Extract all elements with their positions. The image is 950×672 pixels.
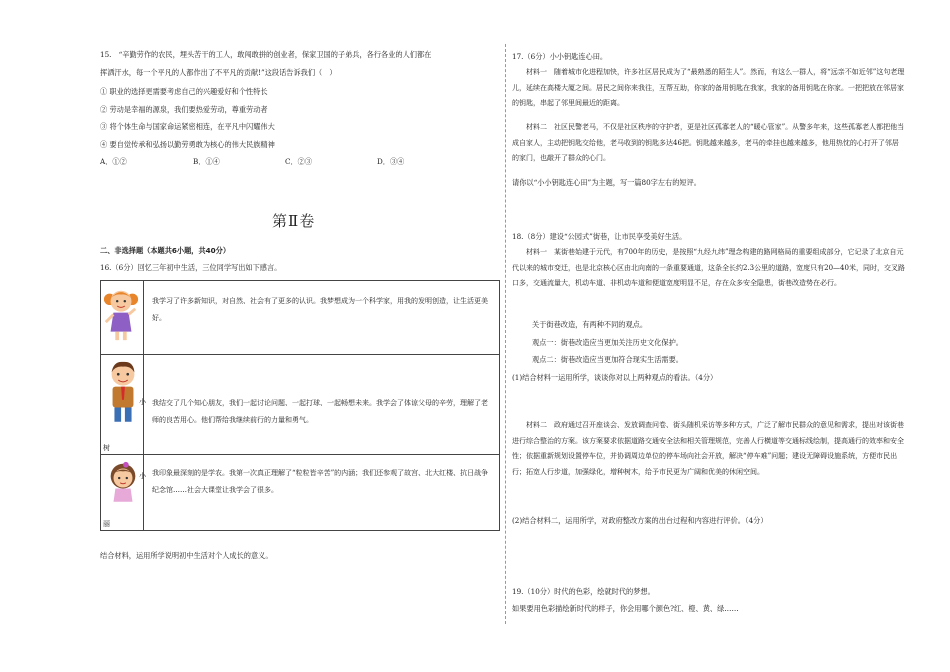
q16-ask: 结合材料，运用所学说明初中生活对个人成长的意义。 <box>100 551 273 560</box>
q15-choice-c: C．②③ <box>285 157 313 166</box>
section-heading: 二、非选择题（本题共6小题，共40分） <box>100 246 231 255</box>
student-quote-1: 我学习了许多新知识，对自然、社会有了更多的认识。我梦想成为一个科学家，用我的发明创造，让生活更美好。 <box>144 281 500 355</box>
column-divider <box>505 44 506 624</box>
avatar-cell <box>101 455 144 531</box>
avatar-cell <box>101 281 144 355</box>
student-name-3b: 丽 <box>103 520 110 528</box>
q15-choice-b: B．①④ <box>193 157 220 166</box>
student-name-2b: 树 <box>103 444 110 452</box>
table-row <box>101 455 500 531</box>
q16-stem: 16.（6分）回忆三年初中生活，三位同学写出如下感言。 <box>100 263 282 272</box>
q15-option-3: ③ 将个体生命与国家命运紧密相连，在平凡中闪耀伟大 <box>100 122 275 131</box>
girl-avatar-icon <box>104 460 142 508</box>
q15-choice-a: A．①② <box>100 157 127 166</box>
avatar-cell <box>101 355 144 455</box>
volume-title: 第Ⅱ卷 <box>272 212 316 230</box>
q15-option-1: ① 职业的选择更需要考虑自己的兴趣爱好和个性特长 <box>100 87 268 96</box>
student-name-1 <box>102 345 142 353</box>
q19-stem: 19.（10分）时代的色彩，绘就时代的梦想。 <box>512 587 655 596</box>
q15-choice-d: D．③④ <box>377 157 405 166</box>
student-quote-2: 我结交了几个知心朋友，我们一起讨论问题、一起打球、一起畅想未来。我学会了体谅父母的辛劳，理解了老师的良苦用心。他们帮给我继续前行的力量和勇气。 <box>144 355 500 455</box>
q18-material-1: 材料一 某街巷始建于元代，有700年的历史，是按照“九经九纬”理念构建的路网格局的重要组成部分，它记录了北京自元代以来的城市变迁，也是北京核心区由北向南的一条重要通道，这条全长约2.3公里的道路，宽度只有20—40米，同时，交叉路口多，交通流量大，机动车道、非机动车道和便道宽度明显不足，存在众多安全隐患，街巷改造势在必行。 <box>512 248 905 287</box>
girl-avatar-icon <box>102 286 140 343</box>
q19-line: 如果要用色彩描绘新时代的样子，你会用哪个颜色?红、橙、黄、绿…… <box>512 604 739 613</box>
q17-stem: 17.（6分）小小钥匙连心田。 <box>512 52 608 61</box>
table-row <box>101 355 500 455</box>
q18-about: 关于街巷改造，有两种不同的观点。 <box>532 320 648 329</box>
boy-avatar-icon <box>104 360 142 427</box>
student-name-3a: 小 <box>139 472 146 480</box>
student-quote-3: 我印象最深刻的是学农。我第一次真正理解了“粒粒皆辛苦”的内涵；我们还参观了故宫、北大红楼、抗日战争纪念馆……社会大课堂让我学会了很多。 <box>144 455 500 531</box>
q18-view-2: 观点二：街巷改造应当更加符合现实生活需要。 <box>532 355 683 364</box>
q18-material-2: 材料二 政府通过召开座谈会、发放调查问卷、街头随机采访等多种方式，广泛了解市民群众的意见和需求，提出对该街巷进行综合整治的方案。该方案要求依据道路交通安全法和相关管理规范，完善人行横道等交通标线绘制，提高通行的效率和安全性；依据重新规划设置停车位，并协调周边单位的停车场向社会开放，解决“停车难”问题；建设无障碍设施系统，方便市民出行；拓宽人行步道，加强绿化，增种树木，给予市民更为广阔和优美的休闲空间。 <box>512 421 904 476</box>
q18-ask-2: (2)结合材料二，运用所学，对政府整改方案的出台过程和内容进行评价。（4分） <box>512 516 768 525</box>
q15-option-2: ② 劳动是幸福的源泉，我们要热爱劳动，尊重劳动者 <box>100 105 268 114</box>
q15-stem-line2: 挥洒汗水，每一个平凡的人都作出了不平凡的贡献!”这段话告诉我们（ ） <box>100 68 337 77</box>
q18-ask-1: (1)结合材料一运用所学，谈谈你对以上两种观点的看法。（4分） <box>512 373 718 382</box>
student-name-2a: 小 <box>139 398 146 406</box>
q17-material-2: 材料二 社区民警老马，不仅是社区秩序的守护者，更是社区孤寡老人的“暖心管家”。从警多年来，这些孤寡老人都把他当成自家人，主动把钥匙交给他，老马收到的钥匙多达46把。钥匙越来越多，老马的牵挂也越来越多，他用热忱的心打开了邻居的家门，也敲开了群众的心门。 <box>512 123 905 162</box>
q17-material-1: 材料一 随着城市化进程加快，许多社区居民成为了“最熟悉的陌生人”。然而，有这么一群人，将“远亲不如近邻”这句老理儿，延续在高楼大厦之间。居民之间你来我往，互帮互助，你家的备用钥匙在我家，我家的备用钥匙在你家。一把把放在邻居家的钥匙，串起了邻里间最近的距离。 <box>512 68 905 107</box>
q18-view-1: 观点一：街巷改造应当更加关注历史文化保护。 <box>532 338 683 347</box>
q16-table <box>100 280 500 531</box>
q15-stem-line1: 15. “辛勤劳作的农民，埋头苦干的工人，敢闯敢拼的创业者，保家卫国的子弟兵，各行各业的人们都在 <box>100 50 432 59</box>
q18-stem: 18.（8分）建设“公园式”街巷，让市民享受美好生活。 <box>512 232 687 241</box>
q15-option-4: ④ 要自觉传承和弘扬以勤劳勇敢为核心的伟大民族精神 <box>100 140 275 149</box>
table-row <box>101 281 500 355</box>
q17-ask: 请你以“小小钥匙连心田”为主题，写一篇80字左右的短评。 <box>512 178 701 187</box>
